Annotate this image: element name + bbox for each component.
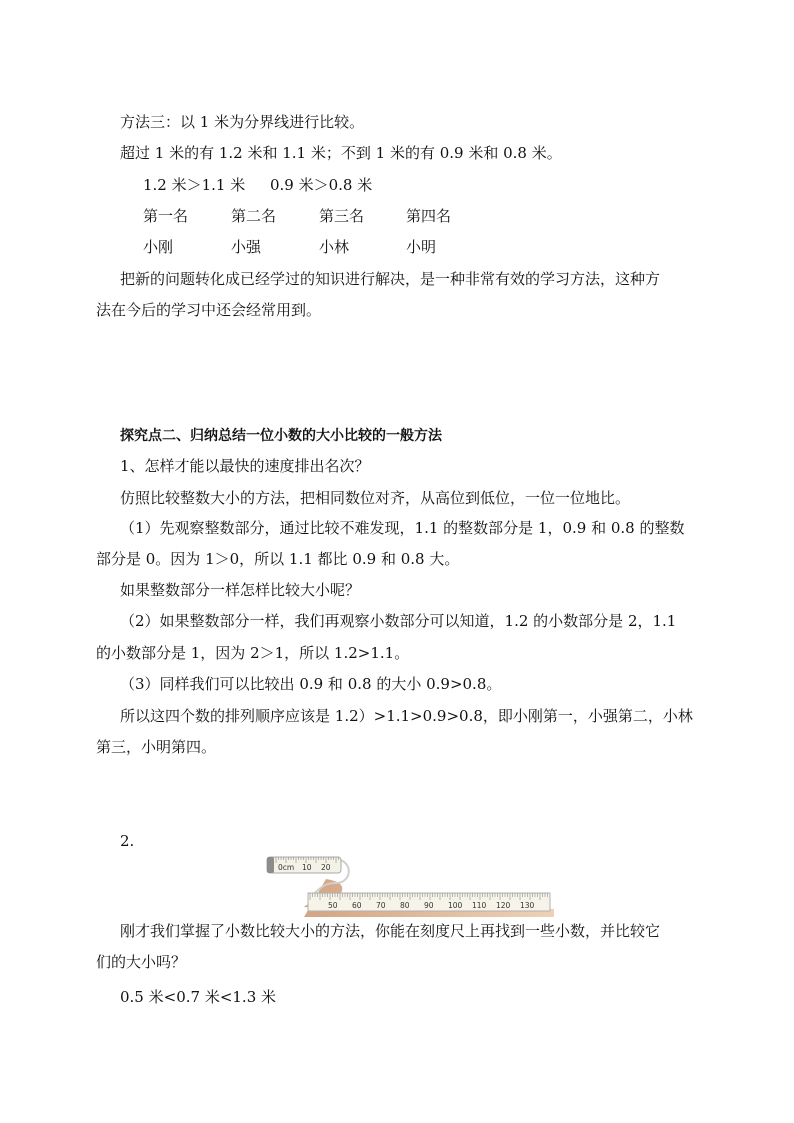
rank-1: 第一名 bbox=[143, 207, 189, 225]
paragraph-6-line-2: 第三，小明第四。 bbox=[96, 738, 217, 756]
tape-measure-image bbox=[264, 853, 554, 919]
tape-end-clip bbox=[267, 857, 274, 873]
question-2-line-2: 们的大小吗？ bbox=[96, 953, 187, 971]
paragraph-2-line-1: （1）先观察整数部分，通过比较不难发现，1.1 的整数部分是 1，0.9 和 0.8 的整数 bbox=[120, 519, 685, 537]
paragraph-6-line-1: 所以这四个数的排列顺序应该是 1.2）>1.1>0.9>0.8，即小刚第一，小强第二，小林 bbox=[120, 707, 693, 725]
paragraph-4-line-1: （2）如果整数部分一样，我们再观察小数部分可以知道，1.2 的小数部分是 2，1.1 bbox=[120, 612, 677, 630]
paragraph-2-line-2: 部分是 0。因为 1＞0，所以 1.1 都比 0.9 和 0.8 大。 bbox=[96, 550, 460, 568]
compare-b: 0.9 米＞0.8 米 bbox=[270, 176, 373, 194]
tape-label-20: 20 bbox=[321, 863, 331, 872]
tape-label-90: 90 bbox=[424, 901, 434, 910]
question-1: 1、怎样才能以最快的速度排出名次？ bbox=[120, 457, 370, 475]
name-2: 小强 bbox=[231, 238, 262, 256]
paragraph-5: （3）同样我们可以比较出 0.9 和 0.8 的大小 0.9>0.8。 bbox=[120, 675, 502, 693]
method3-title: 方法三：以 1 米为分界线进行比较。 bbox=[120, 113, 365, 131]
tape-label-0cm: 0cm bbox=[278, 863, 295, 872]
tape-label-110: 110 bbox=[472, 901, 487, 910]
rank-2: 第二名 bbox=[231, 207, 277, 225]
tape-label-50: 50 bbox=[328, 901, 338, 910]
name-1: 小刚 bbox=[143, 238, 174, 256]
tape-label-130: 130 bbox=[520, 901, 535, 910]
tape-label-60: 60 bbox=[352, 901, 362, 910]
question-2-number: 2. bbox=[120, 832, 135, 850]
answer-line: 0.5 米<0.7 米<1.3 米 bbox=[120, 988, 277, 1006]
paragraph-1: 仿照比较整数大小的方法，把相同数位对齐，从高位到低位，一位一位地比。 bbox=[120, 489, 631, 507]
summary-line-1: 把新的问题转化成已经学过的知识进行解决，是一种非常有效的学习方法，这种方 bbox=[120, 270, 661, 288]
tape-label-70: 70 bbox=[376, 901, 386, 910]
name-4: 小明 bbox=[406, 238, 437, 256]
tape-label-100: 100 bbox=[448, 901, 463, 910]
compare-a: 1.2 米＞1.1 米 bbox=[143, 176, 246, 194]
tape-label-80: 80 bbox=[400, 901, 410, 910]
paragraph-4-line-2: 的小数部分是 1，因为 2＞1，所以 1.2>1.1。 bbox=[96, 644, 410, 662]
section-heading: 探究点二、归纳总结一位小数的大小比较的一般方法 bbox=[120, 428, 442, 444]
summary-line-2: 法在今后的学习中还会经常用到。 bbox=[96, 301, 322, 319]
rank-3: 第三名 bbox=[319, 207, 365, 225]
method3-split: 超过 1 米的有 1.2 米和 1.1 米；不到 1 米的有 0.9 米和 0.8 米。 bbox=[120, 144, 562, 162]
tape-label-120: 120 bbox=[496, 901, 511, 910]
tape-label-10: 10 bbox=[302, 863, 312, 872]
rank-4: 第四名 bbox=[406, 207, 452, 225]
question-2-line-1: 刚才我们掌握了小数比较大小的方法，你能在刻度尺上再找到一些小数，并比较它 bbox=[120, 922, 661, 940]
name-3: 小林 bbox=[319, 238, 350, 256]
paragraph-3: 如果整数部分一样怎样比较大小呢？ bbox=[120, 581, 361, 599]
